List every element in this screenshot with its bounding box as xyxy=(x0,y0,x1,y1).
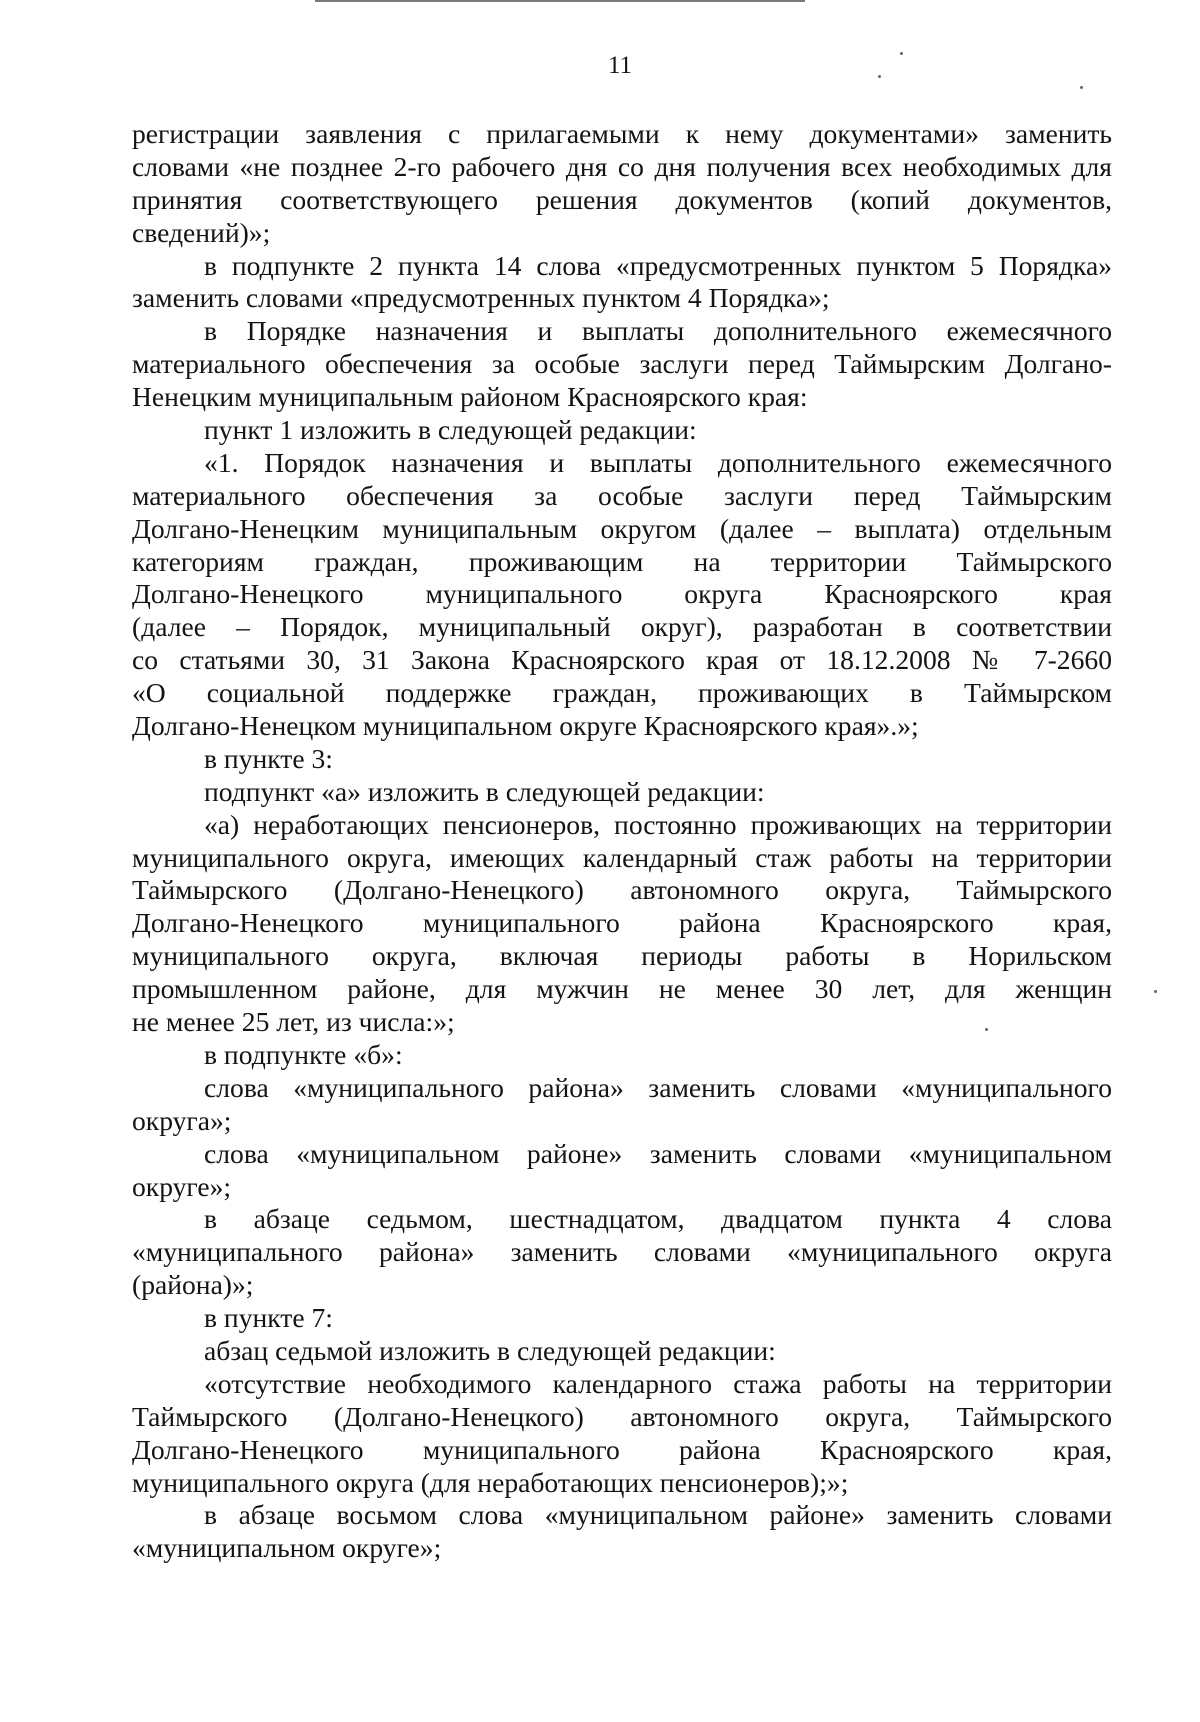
text-line: в подпункте 2 пункта 14 слова «предусмотренных пунктом 5 Порядка» xyxy=(204,249,1112,281)
text-line: Долгано-Ненецкого муниципального района Красноярского края, xyxy=(132,1433,1112,1465)
text-line: в абзаце седьмом, шестнадцатом, двадцатом пункта 4 слова xyxy=(204,1203,1112,1235)
document-body xyxy=(132,118,1112,1565)
text-line: в пункте 7: xyxy=(204,1302,333,1334)
text-line: «отсутствие необходимого календарного стажа работы на территории xyxy=(204,1367,1112,1399)
text-line: «1. Порядок назначения и выплаты дополнительного ежемесячного xyxy=(204,446,1112,478)
text-line: материального обеспечения за особые заслуги перед Таймырским Долгано- xyxy=(132,348,1112,380)
text-line: словами «не позднее 2-го рабочего дня со дня получения всех необходимых для xyxy=(132,150,1112,182)
page-number: 11 xyxy=(607,52,633,79)
text-line: сведений)»; xyxy=(132,216,271,248)
text-line: в пункте 3: xyxy=(204,742,333,774)
text-line: в подпункте «б»: xyxy=(204,1038,403,1070)
text-line: материального обеспечения за особые заслуги перед Таймырским xyxy=(132,479,1112,511)
scan-speck xyxy=(1154,990,1157,993)
text-line: слова «муниципального района» заменить словами «муниципального xyxy=(204,1071,1112,1103)
text-line: округе»; xyxy=(132,1170,232,1202)
text-line: промышленном районе, для мужчин не менее 30 лет, для женщин xyxy=(132,973,1112,1005)
text-line: подпункт «а» изложить в следующей редакции: xyxy=(204,775,765,807)
text-line: Таймырского (Долгано-Ненецкого) автономного округа, Таймырского xyxy=(132,874,1112,906)
text-line: «муниципального района» заменить словами «муниципального округа xyxy=(132,1236,1112,1268)
text-line: (далее – Порядок, муниципальный округ), разработан в соответствии xyxy=(132,611,1112,643)
text-line: абзац седьмой изложить в следующей редакции: xyxy=(204,1334,776,1366)
text-line: Долгано-Ненецком муниципальном округе Красноярского края».»; xyxy=(132,710,919,742)
text-line: пункт 1 изложить в следующей редакции: xyxy=(204,414,697,446)
text-line: Ненецким муниципальным районом Красноярского края: xyxy=(132,381,808,413)
text-line: не менее 25 лет, из числа:»; xyxy=(132,1006,455,1038)
text-line: категориям граждан, проживающим на территории Таймырского xyxy=(132,545,1112,577)
text-line: регистрации заявления с прилагаемыми к нему документами» заменить xyxy=(132,118,1112,149)
text-line: заменить словами «предусмотренных пунктом 4 Порядка»; xyxy=(132,282,830,314)
scan-top-edge xyxy=(315,0,805,2)
text-line: в Порядке назначения и выплаты дополнительного ежемесячного xyxy=(204,315,1112,347)
text-line: со статьями 30, 31 Закона Красноярского края от 18.12.2008 № 7-2660 xyxy=(132,644,1112,676)
text-line: в абзаце восьмом слова «муниципальном районе» заменить словами xyxy=(204,1499,1112,1531)
text-line: принятия соответствующего решения документов (копий документов, xyxy=(132,183,1112,215)
text-line: Долгано-Ненецкого муниципального района Красноярского края, xyxy=(132,907,1112,939)
text-line: «а) неработающих пенсионеров, постоянно проживающих на территории xyxy=(204,808,1112,840)
text-line: Долгано-Ненецким муниципальным округом (далее – выплата) отдельным xyxy=(132,512,1112,544)
text-line: «О социальной поддержке граждан, проживающих в Таймырском xyxy=(132,677,1112,709)
text-line: слова «муниципальном районе» заменить словами «муниципальном xyxy=(204,1137,1112,1169)
text-line: «муниципальном округе»; xyxy=(132,1532,442,1564)
text-line: муниципального округа, имеющих календарный стаж работы на территории xyxy=(132,841,1112,873)
text-line: Таймырского (Долгано-Ненецкого) автономного округа, Таймырского xyxy=(132,1400,1112,1432)
text-line: муниципального округа, включая периоды работы в Норильском xyxy=(132,940,1112,972)
scan-speck xyxy=(1080,86,1083,89)
text-line: округа»; xyxy=(132,1104,232,1136)
text-line: муниципального округа (для неработающих пенсионеров);»; xyxy=(132,1466,849,1498)
text-line: (района)»; xyxy=(132,1269,254,1301)
text-line: Долгано-Ненецкого муниципального округа Красноярского края xyxy=(132,578,1112,610)
